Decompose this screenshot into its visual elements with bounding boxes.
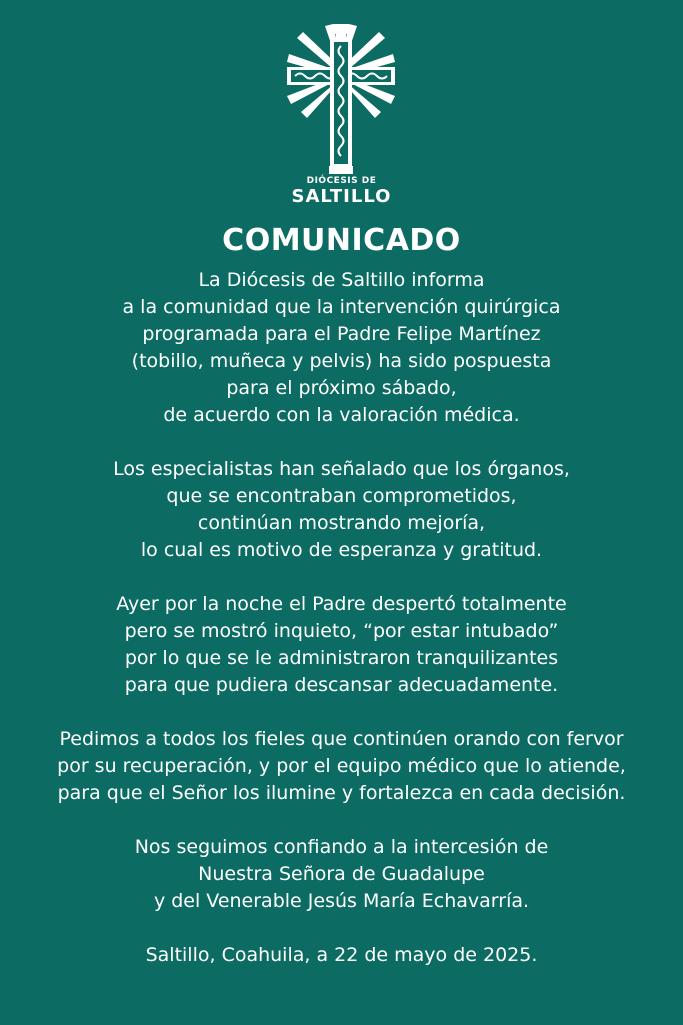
text-line: continúan mostrando mejoría,	[197, 512, 486, 534]
text-line: La Diócesis de Saltillo informa	[198, 269, 485, 291]
paragraph-1	[0, 267, 683, 429]
text-line: para el próximo sábado,	[226, 377, 457, 399]
paragraph-5	[0, 834, 683, 915]
diocese-logo	[281, 18, 401, 176]
page-title: COMUNICADO	[222, 223, 461, 258]
paragraph-3	[0, 591, 683, 699]
brand-subtitle: DIÓCESIS DE	[306, 176, 377, 186]
text-line: Pedimos a todos los fieles que continúen orando con fervor	[59, 728, 624, 750]
text-line: pero se mostró inquieto, “por estar intubado”	[124, 620, 559, 642]
text-line: de acuerdo con la valoración médica.	[163, 404, 520, 426]
text-line: por su recuperación, y por el equipo médico que lo atiende,	[57, 755, 626, 777]
text-line: que se encontraban comprometidos,	[166, 485, 517, 507]
cross-icon	[281, 18, 401, 176]
text-line: Los especialistas han señalado que los órganos,	[113, 458, 570, 480]
text-line: lo cual es motivo de esperanza y gratitud.	[140, 539, 543, 561]
text-line: para que el Señor los ilumine y fortalezca en cada decisión.	[57, 782, 626, 804]
paragraph-4	[0, 726, 683, 807]
text-line: a la comunidad que la intervención quirúrgica	[122, 296, 561, 318]
announcement-body	[0, 267, 683, 996]
date-place: Saltillo, Coahuila, a 22 de mayo de 2025.	[145, 944, 538, 966]
text-line: (tobillo, muñeca y pelvis) ha sido pospuesta	[131, 350, 552, 372]
text-line: Ayer por la noche el Padre despertó totalmente	[116, 593, 567, 615]
text-line: y del Venerable Jesús María Echavarría.	[153, 890, 530, 912]
paragraph-2	[0, 456, 683, 564]
text-line: programada para el Padre Felipe Martínez	[142, 323, 541, 345]
brand-name: SALTILLO	[291, 186, 392, 207]
text-line: Nuestra Señora de Guadalupe	[198, 863, 485, 885]
text-line: por lo que se le administraron tranquilizantes	[124, 647, 559, 669]
closing-line	[0, 942, 683, 969]
text-line: Nos seguimos confiando a la intercesión de	[134, 836, 549, 858]
text-line: para que pudiera descansar adecuadamente.	[124, 674, 559, 696]
